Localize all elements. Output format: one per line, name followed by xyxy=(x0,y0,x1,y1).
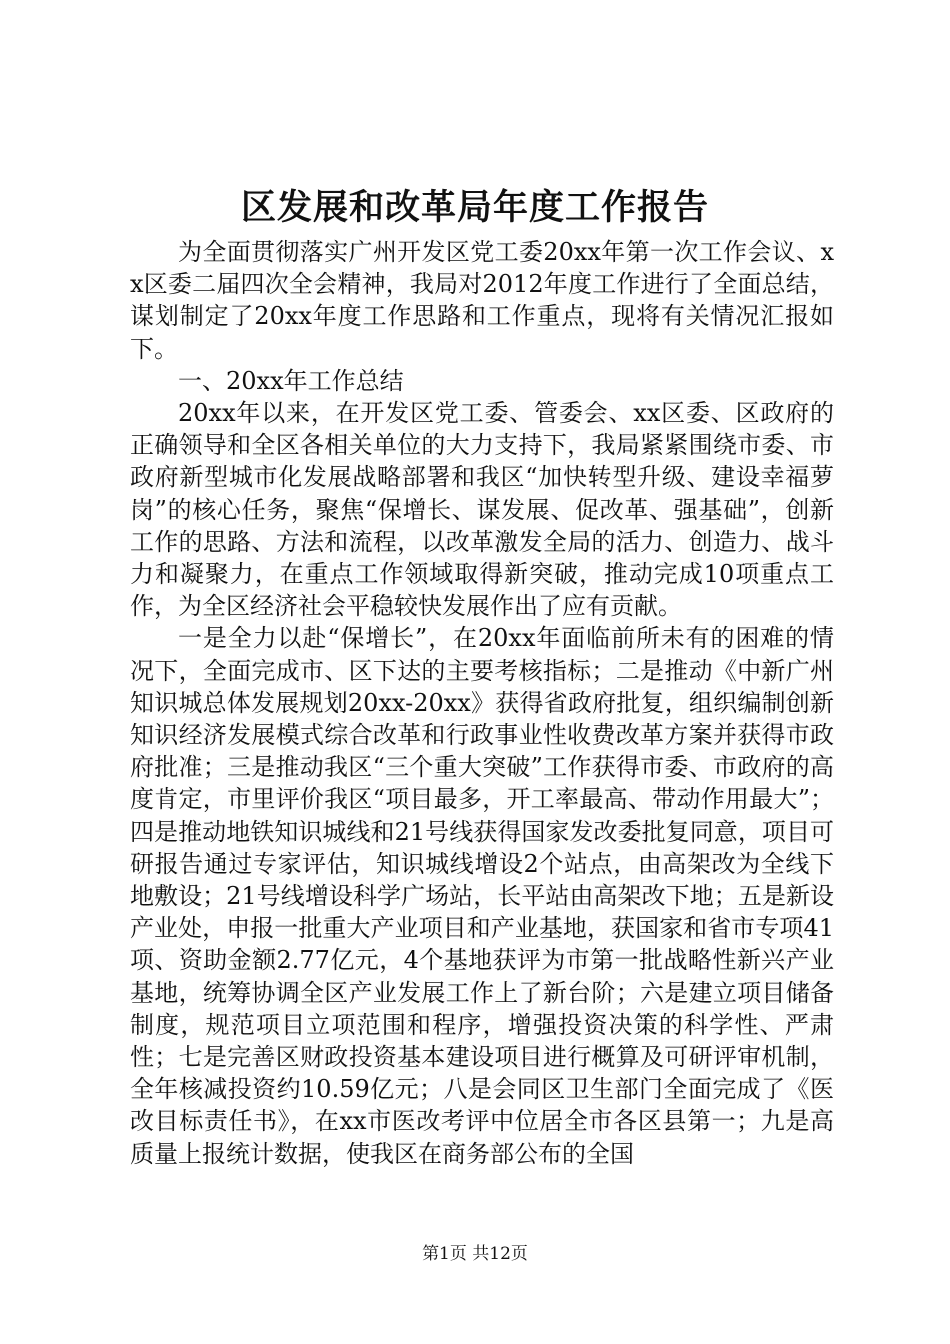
paragraph-overview: 20xx年以来，在开发区党工委、管委会、xx区委、区政府的正确领导和全区各相关单位的大力支持下，我局紧紧围绕市委、市政府新型城市化发展战略部署和我区“加快转型升级、建设幸福萝岗”的核心任务，聚焦“保增长、谋发展、促改革、强基础”，创新工作的思路、方法和流程，以改革激发全局的活力、创造力、战斗力和凝聚力，在重点工作领域取得新突破，推动完成10项重点工作，为全区经济社会平稳较快发展作出了应有贡献。 xyxy=(130,399,834,621)
section-heading-summary: 一、20xx年工作总结 xyxy=(178,366,404,395)
paragraph-intro: 为全面贯彻落实广州开发区党工委20xx年第一次工作会议、xx区委二届四次全会精神，我局对2012年度工作进行了全面总结，谋划制定了20xx年度工作思路和工作重点，现将有关情况汇报如下。 xyxy=(130,238,834,363)
page-number: 第1页 共12页 xyxy=(422,1244,528,1264)
document-title: 区发展和改革局年度工作报告 xyxy=(240,187,709,228)
document-body xyxy=(130,236,834,1170)
paragraph-achievements: 一是全力以赴“保增长”，在20xx年面临前所未有的困难的情况下，全面完成市、区下达的主要考核指标；二是推动《中新广州知识城总体发展规划20xx-20xx》获得省政府批复，组织编制创新知识经济发展模式综合改革和行政事业性收费改革方案并获得市政府批准；三是推动我区“三个重大突破”工作获得市委、市政府的高度肯定，市里评价我区“项目最多，开工率最高、带动作用最大”；四是推动地铁知识城线和21号线获得国家发改委批复同意，项目可研报告通过专家评估，知识城线增设2个站点，由高架改为全线下地敷设；21号线增设科学广场站，长平站由高架改下地；五是新设产业处，申报一批重大产业项目和产业基地，获国家和省市专项41项、资助金额2.77亿元，4个基地获评为市第一批战略性新兴产业基地，统筹协调全区产业发展工作上了新台阶；六是建立项目储备制度，规范项目立项范围和程序，增强投资决策的科学性、严肃性；七是完善区财政投资基本建设项目进行概算及可研评审机制，全年核减投资约10.59亿元；八是会同区卫生部门全面完成了《医改目标责任书》，在xx市医改考评中位居全市各区县第一；九是高质量上报统计数据，使我区在商务部公布的全国 xyxy=(130,624,834,1168)
